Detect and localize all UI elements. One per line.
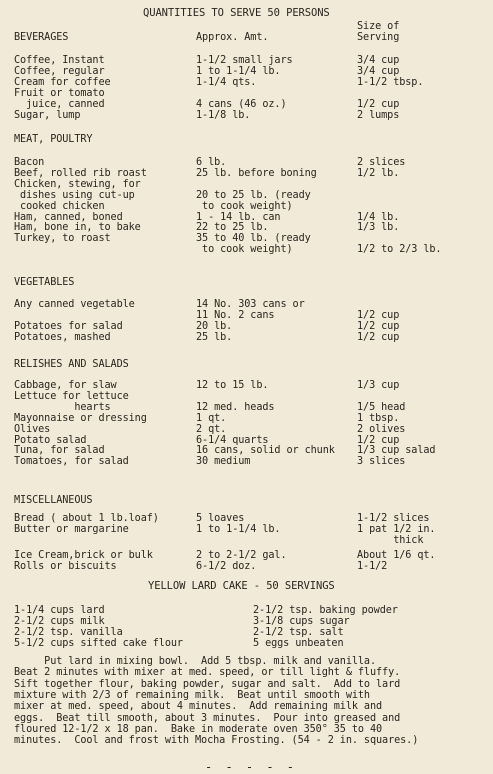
misc-item: Butter or margarine <box>14 523 129 535</box>
beverages-item: juice, canned <box>14 98 105 110</box>
cake-directions-line: mixer at med. speed, about 4 minutes. Add remaining milk and <box>14 701 383 713</box>
meat-item: Ham, canned, boned <box>14 211 123 223</box>
relishes-item: Tomatoes, for salad <box>14 456 129 468</box>
meat-amount: 1 - 14 lb. can <box>196 211 281 223</box>
vegetables-serving: 1/2 cup <box>357 320 400 332</box>
relishes-item: Olives <box>14 423 51 435</box>
meat-amount: 6 lb. <box>196 157 227 168</box>
cake-directions-line: floured 12-1/2 x 18 pan. Bake in moderate oven 350° 35 to 40 <box>14 723 383 735</box>
cake-ingredient: 5-1/2 cups sifted cake flour <box>14 637 183 649</box>
vegetables-amount: 20 lb. <box>196 320 233 332</box>
misc-item: Rolls or biscuits <box>14 560 117 572</box>
beverages-item: Sugar, lump <box>14 109 81 121</box>
footer-ornament: - - - - - <box>205 760 298 774</box>
beverages-heading: BEVERAGES <box>14 32 69 43</box>
beverages-item: Cream for coffee <box>14 76 111 88</box>
misc-amount: 5 loaves <box>196 513 245 524</box>
misc-serving: 1 pat 1/2 in. <box>357 523 436 535</box>
relishes-serving: 1 tbsp. <box>357 412 400 424</box>
relishes-serving: 3 slices <box>357 456 406 468</box>
vegetables-amount: 25 lb. <box>196 331 233 343</box>
meat-serving: 1/3 lb. <box>357 222 400 234</box>
beverages-item: Coffee, Instant <box>14 55 105 66</box>
relishes-item: Lettuce for lettuce <box>14 390 129 402</box>
relishes-serving: 1/2 cup <box>357 434 400 446</box>
vegetables-amount: 14 No. 303 cans or <box>196 299 305 310</box>
misc-serving: thick <box>357 534 424 546</box>
beverages-amount: 1-1/8 lb. <box>196 109 251 121</box>
cake-ingredient: 2-1/2 cups milk <box>14 615 105 627</box>
cake-ingredient: 1-1/4 cups lard <box>14 605 105 616</box>
vegetables-item: Potatoes, mashed <box>14 331 111 343</box>
meat-item: Chicken, stewing, for <box>14 178 141 190</box>
cake-ingredient: 2-1/2 tsp. salt <box>253 626 344 638</box>
misc-item: Ice Cream,brick or bulk <box>14 549 153 561</box>
relishes-amount: 12 med. heads <box>196 401 275 413</box>
meat-amount: to cook weight) <box>196 244 293 256</box>
beverages-amount: 1 to 1-1/4 lb. <box>196 65 281 77</box>
cake-directions-line: mixture with 2/3 of remaining milk. Beat until smooth with <box>14 689 370 701</box>
relishes-item: hearts <box>14 401 111 413</box>
meat-amount: 35 to 40 lb. (ready <box>196 233 311 245</box>
relishes-serving: 2 olives <box>357 423 406 435</box>
beverages-item: Coffee, regular <box>14 65 105 77</box>
meat-heading: MEAT, POULTRY <box>14 134 93 145</box>
col-serving-header-1: Size of <box>357 21 400 32</box>
relishes-amount: 16 cans, solid or chunk <box>196 445 335 457</box>
misc-heading: MISCELLANEOUS <box>14 495 93 506</box>
meat-serving: 2 slices <box>357 157 406 168</box>
misc-serving: About 1/6 qt. <box>357 549 436 561</box>
meat-item: Ham, bone in, to bake <box>14 222 141 234</box>
cake-ingredient: 5 eggs unbeaten <box>253 637 344 649</box>
cake-title: YELLOW LARD CAKE - 50 SERVINGS <box>148 580 335 592</box>
relishes-amount: 12 to 15 lb. <box>196 380 269 391</box>
beverages-serving: 1-1/2 tbsp. <box>357 76 424 88</box>
cake-ingredient: 2-1/2 tsp. baking powder <box>253 605 398 616</box>
meat-item: dishes using cut-up <box>14 189 135 201</box>
meat-item: Beef, rolled rib roast <box>14 167 147 179</box>
cake-directions-line: Beat 2 minutes with mixer at med. speed, or till light & fluffy. <box>14 667 401 679</box>
cake-ingredient: 2-1/2 tsp. vanilla <box>14 626 123 638</box>
relishes-item: Tuna, for salad <box>14 445 105 457</box>
meat-item: Turkey, to roast <box>14 233 111 245</box>
relishes-amount: 30 medium <box>196 456 251 468</box>
meat-item: cooked chicken <box>14 200 105 212</box>
beverages-serving: 2 lumps <box>357 109 400 121</box>
relishes-item: Potato salad <box>14 434 87 446</box>
meat-amount: 20 to 25 lb. (ready <box>196 189 311 201</box>
meat-item: Bacon <box>14 157 45 168</box>
beverages-amount: 1-1/2 small jars <box>196 55 293 66</box>
col-amount-header: Approx. Amt. <box>196 32 269 43</box>
cake-directions-line: Sift together flour, baking powder, sugar and salt. Add to lard <box>14 678 401 690</box>
cake-directions-line: eggs. Beat till smooth, about 3 minutes. Pour into greased and <box>14 712 401 724</box>
misc-amount: 2 to 2-1/2 gal. <box>196 549 287 561</box>
beverages-serving: 3/4 cup <box>357 55 400 66</box>
relishes-amount: 1 qt. <box>196 412 227 424</box>
col-serving-header-2: Serving <box>357 32 400 43</box>
misc-amount: 6-1/2 doz. <box>196 560 257 572</box>
cake-ingredient: 3-1/8 cups sugar <box>253 615 350 627</box>
relishes-amount: 6-1/4 quarts <box>196 434 269 446</box>
beverages-amount: 1-1/4 qts. <box>196 76 257 88</box>
relishes-item: Mayonnaise or dressing <box>14 412 147 424</box>
relishes-serving: 1/3 cup salad <box>357 445 436 457</box>
page-title: QUANTITIES TO SERVE 50 PERSONS <box>143 7 330 19</box>
misc-serving: 1-1/2 <box>357 560 388 572</box>
relishes-item: Cabbage, for slaw <box>14 380 117 391</box>
misc-item: Bread ( about 1 lb.loaf) <box>14 513 159 524</box>
vegetables-amount: 11 No. 2 cans <box>196 309 275 321</box>
beverages-amount: 4 cans (46 oz.) <box>196 98 287 110</box>
beverages-serving: 1/2 cup <box>357 98 400 110</box>
vegetables-serving: 1/2 cup <box>357 331 400 343</box>
beverages-item: Fruit or tomato <box>14 87 105 99</box>
misc-serving: 1-1/2 slices <box>357 513 430 524</box>
relishes-serving: 1/5 head <box>357 401 406 413</box>
beverages-serving: 3/4 cup <box>357 65 400 77</box>
relishes-heading: RELISHES AND SALADS <box>14 359 129 370</box>
vegetables-item: Potatoes for salad <box>14 320 123 332</box>
meat-serving: 1/2 lb. <box>357 167 400 179</box>
meat-amount: 22 to 25 lb. <box>196 222 269 234</box>
meat-amount: 25 lb. before boning <box>196 167 317 179</box>
relishes-serving: 1/3 cup <box>357 380 400 391</box>
vegetables-serving: 1/2 cup <box>357 309 400 321</box>
misc-amount: 1 to 1-1/4 lb. <box>196 523 281 535</box>
meat-serving: 1/2 to 2/3 lb. <box>357 244 442 256</box>
cake-directions-line: minutes. Cool and frost with Mocha Frosting. (54 - 2 in. squares.) <box>14 735 419 747</box>
relishes-amount: 2 qt. <box>196 423 227 435</box>
meat-amount: to cook weight) <box>196 200 293 212</box>
cake-directions-line: Put lard in mixing bowl. Add 5 tbsp. milk and vanilla. <box>14 656 377 667</box>
meat-serving: 1/4 lb. <box>357 211 400 223</box>
vegetables-item: Any canned vegetable <box>14 299 135 310</box>
vegetables-heading: VEGETABLES <box>14 277 75 288</box>
